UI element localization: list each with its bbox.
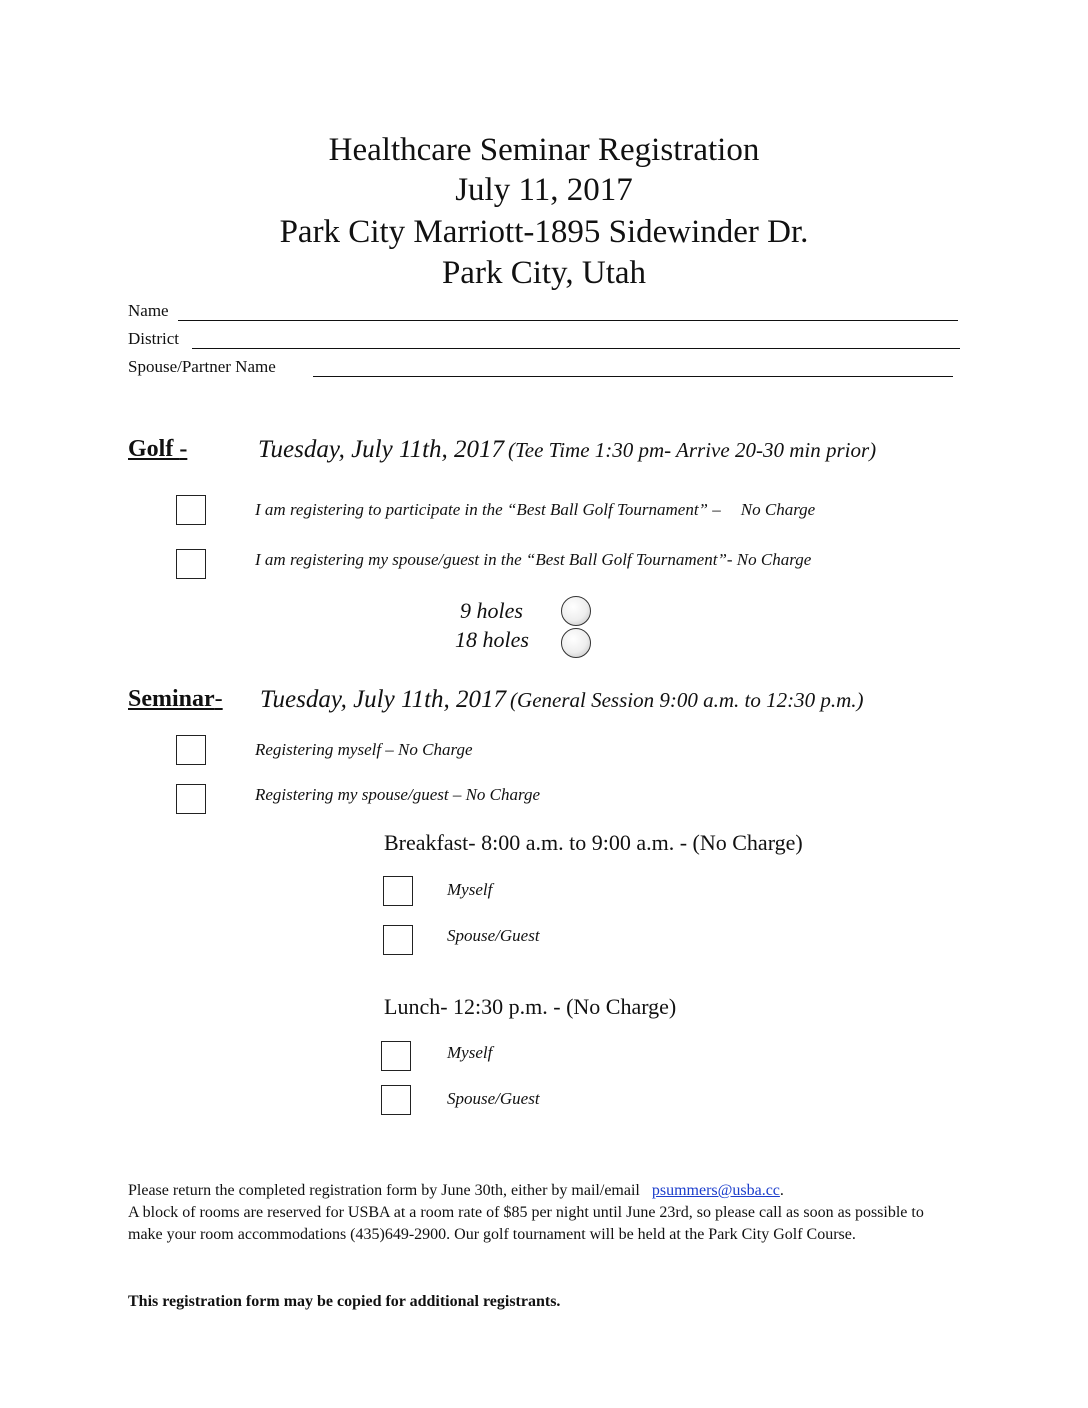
- breakfast-spouse-label: Spouse/Guest: [447, 926, 540, 945]
- golf-heading: Golf -: [128, 436, 188, 462]
- golf-self-checkbox[interactable]: [176, 495, 206, 525]
- event-venue: Park City Marriott-1895 Sidewinder Dr.: [279, 214, 809, 250]
- breakfast-title: Breakfast- 8:00 a.m. to 9:00 a.m. - (No Charge): [384, 830, 803, 855]
- return-instructions: Please return the completed registration form by June 30th, either by mail/email psummers@usba.cc. A block of rooms are reserved for USBA at a room rate of $85 per night until June 23rd, so please call as soon as possible to make your room accommodations (435)649-2900. Our golf tournament will be held at the Park City Golf Course.: [128, 1182, 924, 1243]
- golf-date-line: [258, 436, 876, 464]
- breakfast-myself-checkbox[interactable]: [383, 876, 413, 906]
- holes-18-label: 18 holes: [455, 627, 529, 652]
- name-label: Name: [128, 301, 169, 320]
- contact-email-link[interactable]: psummers@usba.cc: [651, 1182, 780, 1199]
- golf-spouse-checkbox[interactable]: [176, 549, 206, 579]
- room-block-note: A block of rooms are reserved for USBA at a room rate of $85 per night until June 23rd, so please call as soon as possible to make your room accommodations (435)649-2900. Our golf tournament will be held at the Park City Golf Course.: [128, 1204, 924, 1243]
- spouse-partner-label: Spouse/Partner Name: [128, 357, 276, 376]
- seminar-session-note: (General Session 9:00 a.m. to 12:30 p.m.): [510, 688, 864, 712]
- holes-9-radio[interactable]: [561, 596, 591, 626]
- seminar-date-line: [260, 686, 864, 714]
- lunch-title: Lunch- 12:30 p.m. - (No Charge): [384, 994, 677, 1019]
- golf-tee-time-note: (Tee Time 1:30 pm- Arrive 20-30 min prior): [508, 438, 877, 462]
- name-input-line[interactable]: [178, 320, 958, 321]
- lunch-myself-checkbox[interactable]: [381, 1041, 411, 1071]
- seminar-self-label: Registering myself – No Charge: [255, 740, 473, 759]
- copy-note: This registration form may be copied for additional registrants.: [128, 1293, 561, 1310]
- breakfast-spouse-checkbox[interactable]: [383, 925, 413, 955]
- breakfast-myself-label: Myself: [447, 880, 493, 899]
- spouse-partner-input-line[interactable]: [313, 376, 953, 377]
- seminar-spouse-label: Registering my spouse/guest – No Charge: [255, 785, 541, 804]
- seminar-heading: Seminar-: [128, 686, 223, 712]
- holes-9-label: 9 holes: [460, 598, 523, 623]
- lunch-spouse-checkbox[interactable]: [381, 1085, 411, 1115]
- seminar-self-checkbox[interactable]: [176, 735, 206, 765]
- seminar-spouse-checkbox[interactable]: [176, 784, 206, 814]
- lunch-myself-label: Myself: [447, 1043, 493, 1062]
- lunch-spouse-label: Spouse/Guest: [447, 1089, 540, 1108]
- district-input-line[interactable]: [192, 348, 960, 349]
- golf-spouse-label: I am registering my spouse/guest in the “Best Ball Golf Tournament”- No Charge: [255, 550, 812, 569]
- holes-18-radio[interactable]: [561, 628, 591, 658]
- event-city: Park City, Utah: [441, 255, 647, 291]
- event-date: July 11, 2017: [455, 172, 633, 208]
- seminar-date: Tuesday, July 11th, 2017: [260, 686, 507, 713]
- form-title: Healthcare Seminar Registration: [328, 132, 760, 168]
- golf-date: Tuesday, July 11th, 2017: [258, 436, 505, 463]
- district-label: District: [128, 329, 179, 348]
- golf-self-label: I am registering to participate in the “Best Ball Golf Tournament” – No Charge: [255, 500, 816, 519]
